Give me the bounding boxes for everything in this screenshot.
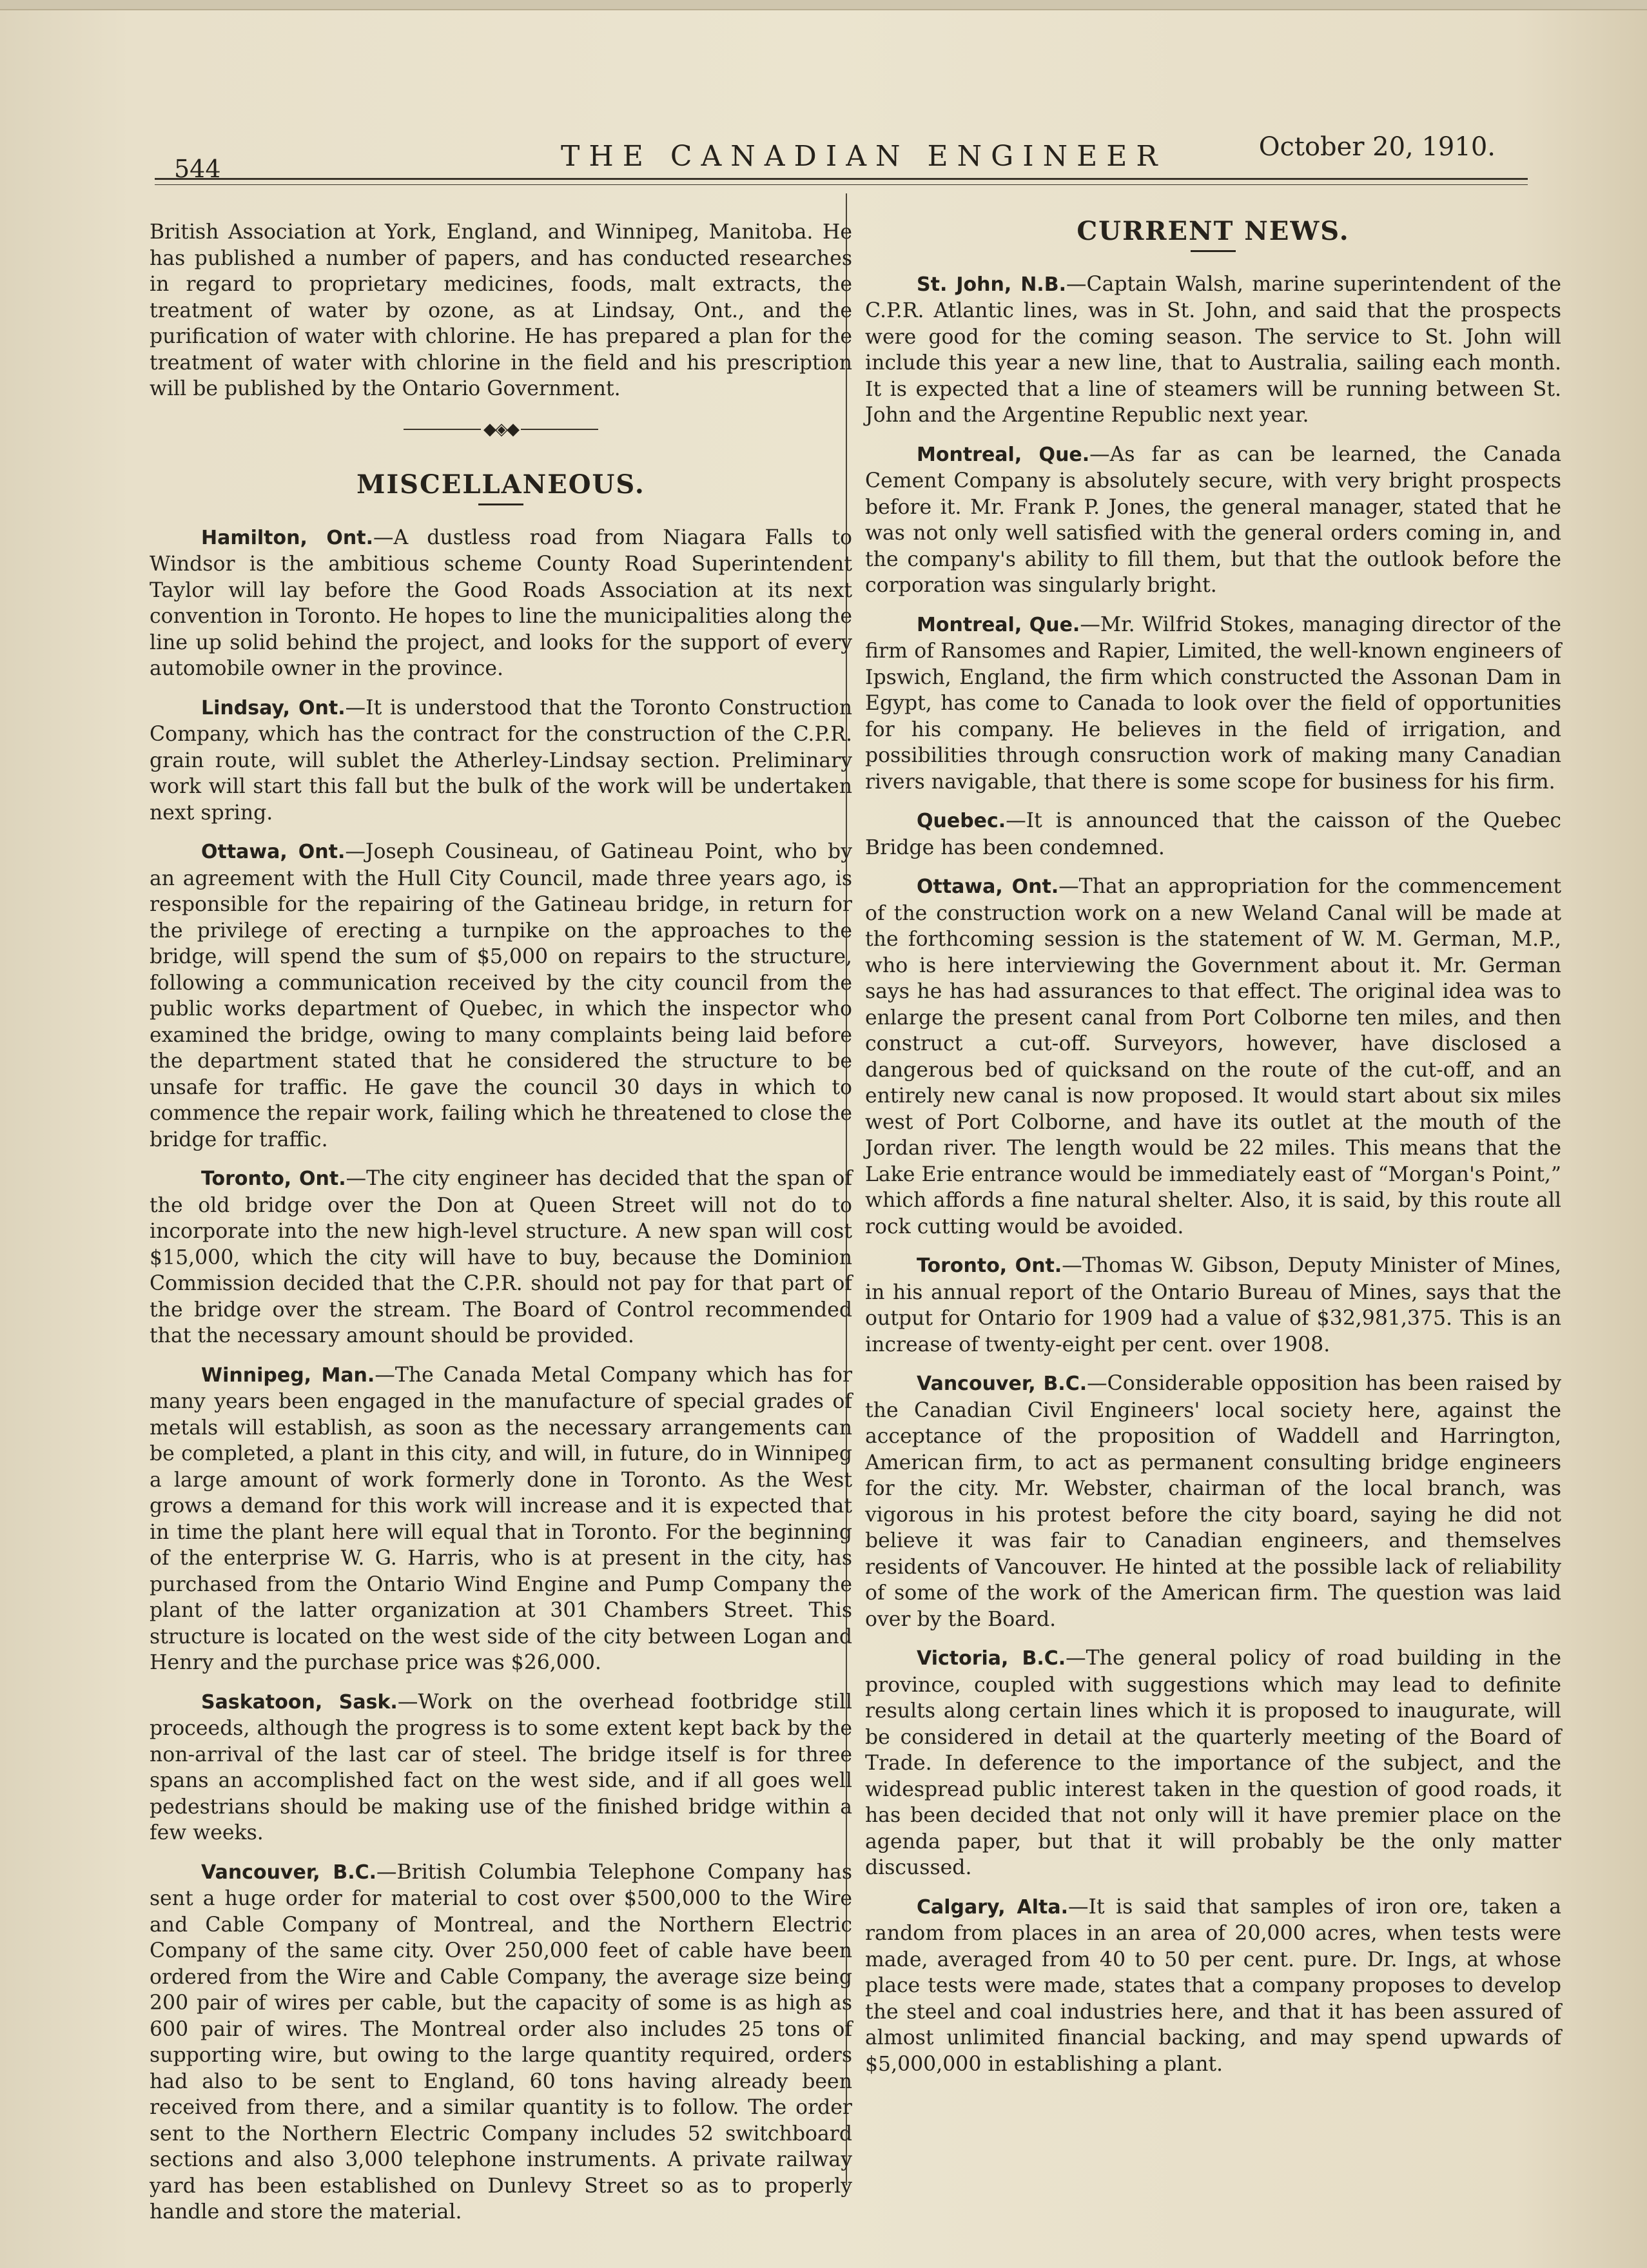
page-number: 544 [174, 155, 221, 183]
item-dateline: Montreal, Que. [917, 613, 1080, 636]
item-text: —The city engineer has decided that the span of the old bridge over the Don at Queen Street will not do to incorporate into the new high-level structure. A new span will cost $15,000, which the city will have to buy, because the Dominion Commission decided that the C.P.R. should not pay for that part of the bridge over the stream. The Board of Control recommended that the necessary amount should be provided. [150, 1167, 852, 1347]
news-item [865, 442, 1561, 599]
item-text: —Captain Walsh, marine superintendent of the C.P.R. Atlantic lines, was in St. John, and said that the prospects were good for the coming season. The service to St. John will include this year a new line, that to Australia, sailing each month. It is expected that a line of steamers will be running between St. John and the Argentine Republic next year. [865, 272, 1561, 427]
news-item [150, 1362, 852, 1676]
news-item [150, 839, 852, 1153]
item-text: —The general policy of road building in the province, coupled with suggestions which may lead to definite results along certain lines which it is proposed to inaugurate, will be considered in detail at the quarterly meeting of the Board of Trade. In deference to the importance of the subject, and the widespread public interest taken in the question of good roads, it has been decided that not only will it have premier place on the agenda paper, but that it will probably be the only matter discussed. [865, 1647, 1561, 1879]
item-text: —It is understood that the Toronto Construction Company, which has the contract for the construction of the C.P.R. grain route, will sublet the Atherley-Lindsay section. Preliminary work will start this fall but the bulk of the work will be undertaken next spring. [150, 696, 852, 825]
item-dateline: Montreal, Que. [917, 443, 1090, 466]
news-item [150, 1166, 852, 1349]
item-dateline: Calgary, Alta. [917, 1895, 1069, 1919]
ornament-glyph: ◆◈◆ [483, 419, 518, 439]
item-text: —Considerable opposition has been raised by the Canadian Civil Engineers' local society here, against the acceptance of the proposition of Waddell and Harrington, American firm, to act as permanent consulting bridge engineers for the city. Mr. Webster, chairman of the local branch, was vigorous in his protest before the city board, saying he did not believe it was fair to Canadian engineers, and themselves residents of Vancouver. He hinted at the possible lack of reliability of some of the work of the American firm. The question was laid over by the Board. [865, 1372, 1562, 1631]
item-text: —The Canada Metal Company which has for many years been engaged in the manufacture of special grades of metals will establish, as soon as the necessary arrangements can be completed, a plant in this city, and will, in future, do in Winnipeg a large amount of work formerly done in Toronto. As the West grows a demand for this work will increase and it is expected that in time the plant here will equal that in Toronto. For the beginning of the enterprise W. G. Harris, who is at present in the city, has purchased from the Ontario Wind Engine and Pump Company the plant of the latter organization at 301 Chambers Street. This structure is located on the west side of the city between Logan and Henry and the purchase price was $26,000. [150, 1363, 852, 1674]
header-rule [155, 178, 1528, 180]
item-dateline: Saskatoon, Sask. [201, 1690, 398, 1714]
news-item [865, 808, 1561, 861]
item-dateline: Vancouver, B.C. [917, 1373, 1087, 1395]
item-dateline: Hamilton, Ont. [201, 526, 373, 549]
item-text: —Work on the overhead footbridge still proceeds, although the progress is to some extent kept back by the non-arrival of the last car of steel. The bridge itself is for three spans an accomplished fact on the west side, and if all goes well pedestrians should be making use of the finished bridge within a few weeks. [150, 1690, 852, 1844]
item-text: —Joseph Cousineau, of Gatineau Point, who by an agreement with the Hull City Council, made three years ago, is responsible for the repairing of the Gatineau bridge, in return for the privilege of erecting a turnpike on the approaches to the bridge, will spend the sum of $5,000 on repairs to the structure, following a communication received by the city council from the public works department of Quebec, in which the inspector who examined the bridge, owing to many complaints being laid before the department stated that he considered the structure to be unsafe for traffic. He gave the council 30 days in which to commence the repair work, failing which he threatened to close the bridge for traffic. [150, 840, 853, 1151]
item-dateline: Vancouver, B.C. [201, 1861, 377, 1884]
left-column [150, 219, 852, 2238]
item-text: —A dustless road from Niagara Falls to Windsor is the ambitious scheme County Road Superintendent Taylor will lay before the Good Roads Association at its next convention in Toronto. He hopes to line the municipalities along the line up solid behind the project, and looks for the support of every automobile owner in the province. [150, 525, 852, 680]
news-item [865, 1894, 1561, 2078]
news-item [865, 271, 1561, 429]
journal-title: THE CANADIAN ENGINEER [561, 140, 1167, 173]
news-item [865, 1371, 1561, 1632]
title-underline [478, 503, 523, 505]
item-dateline: Lindsay, Ont. [201, 696, 346, 719]
item-text: —Thomas W. Gibson, Deputy Minister of Mines, in his annual report of the Ontario Bureau of Mines, says that the output for Ontario for 1909 had a value of $32,981,375. This is an increase of twenty-eight per cent. over 1908. [865, 1254, 1561, 1356]
item-text: —That an appropriation for the commencement of the construction work on a new Weland Canal will be made at the forthcoming session is the statement of W. M. German, M.P., who is here interviewing the Government about it. Mr. German says he has had assurances to that effect. The original idea was to enlarge the present canal from Port Colborne ten miles, and then construct a cut-off. Surveyors, however, have disclosed a dangerous bed of quicksand on the route of the cut-off, and an entirely new canal is now proposed. It would start about six miles west of Port Colborne, and have its outlet at the mouth of the Jordan river. The length would be 22 miles. This means that the Lake Erie entrance would be immediately east of “Morgan's Point,” which affords a fine natural shelter. Also, it is said, by this route all rock cutting would be avoided. [865, 875, 1561, 1238]
item-dateline: Quebec. [917, 810, 1006, 832]
item-dateline: Ottawa, Ont. [917, 875, 1059, 898]
news-item [150, 1859, 852, 2225]
page-header [148, 132, 1515, 184]
news-item [865, 612, 1561, 796]
news-item [865, 874, 1561, 1240]
right-column [865, 210, 1561, 2090]
item-dateline: Ottawa, Ont. [201, 841, 346, 863]
item-dateline: Toronto, Ont. [201, 1168, 346, 1190]
item-text: —It is announced that the caisson of the Quebec Bridge has been condemned. [865, 809, 1561, 859]
news-item [150, 525, 852, 682]
page-top-edge [0, 0, 1647, 10]
item-dateline: St. John, N.B. [917, 273, 1066, 296]
item-dateline: Winnipeg, Man. [201, 1364, 375, 1387]
news-item [865, 1645, 1561, 1881]
item-text: —It is said that samples of iron ore, taken a random from places in an area of 20,000 acres, when tests were made, averaged from 40 to 50 per cent. pure. Dr. Ings, at whose place tests were made, states that a company proposes to develop the steel and coal industries here, and that it has been assured of almost unlimited financial backing, and may spend upwards of $5,000,000 in establishing a plant. [865, 1895, 1561, 2076]
news-item [150, 695, 852, 826]
section-title-miscellaneous: MISCELLANEOUS. [356, 469, 645, 500]
section-title-current-news: CURRENT NEWS. [1077, 216, 1350, 246]
intro-paragraph: British Association at York, England, and Winnipeg, Manitoba. He has published a number of papers, and has conducted researches in regard to proprietary medicines, foods, malt extracts, the treatment of water by ozone, as at Lindsay, Ont., and the purification of water with chlorine. He has prepared a plan for the treatment of water with chlorine in the field and his prescription will be published by the Ontario Government. [150, 220, 852, 400]
item-dateline: Victoria, B.C. [917, 1647, 1066, 1670]
news-item [865, 1253, 1561, 1358]
news-item [150, 1689, 852, 1846]
item-text: —Mr. Wilfrid Stokes, managing director of the firm of Ransomes and Rapier, Limited, the well-known engineers of Ipswich, England, the firm which constructed the Assonan Dam in Egypt, has come to Canada to look over the field of opportunities for his company. He believes in the field of irrigation, and possibilities through consruction work of making many Canadian rivers navigable, that there is some scope for business for his firm. [865, 612, 1561, 794]
title-underline [1191, 250, 1236, 252]
item-text: —British Columbia Telephone Company has sent a huge order for material to cost over $500,000 to the Wire and Cable Company of Montreal, and the Northern Electric Company of the same city. Over 250,000 feet of cable have been ordered from the Wire and Cable Company, the average size being 200 pair of wires per cable, but the capacity of some is as high as 600 pair of wires. The Montreal order also includes 25 tons of supporting wire, but owing to the large quantity required, orders had also to be sent to England, 60 tons having already been received from there, and a similar quantity is to follow. The order sent to the Northern Electric Company includes 52 switchboard sections and also 3,000 telephone instruments. A private railway yard has been established on Dunlevy Street so as to properly handle and store the material. [150, 1860, 852, 2224]
section-ornament [150, 416, 852, 443]
issue-date: October 20, 1910. [1258, 132, 1496, 162]
header-rule-thin [155, 184, 1528, 185]
item-dateline: Toronto, Ont. [917, 1255, 1062, 1277]
item-text: —As far as can be learned, the Canada Cement Company is absolutely secure, with very bright prospects before it. Mr. Frank P. Jones, the general manager, stated that he was not only well satisfied with the general orders coming in, and the company's ability to fill them, but that the outlook before the corporation was singularly bright. [865, 442, 1561, 597]
